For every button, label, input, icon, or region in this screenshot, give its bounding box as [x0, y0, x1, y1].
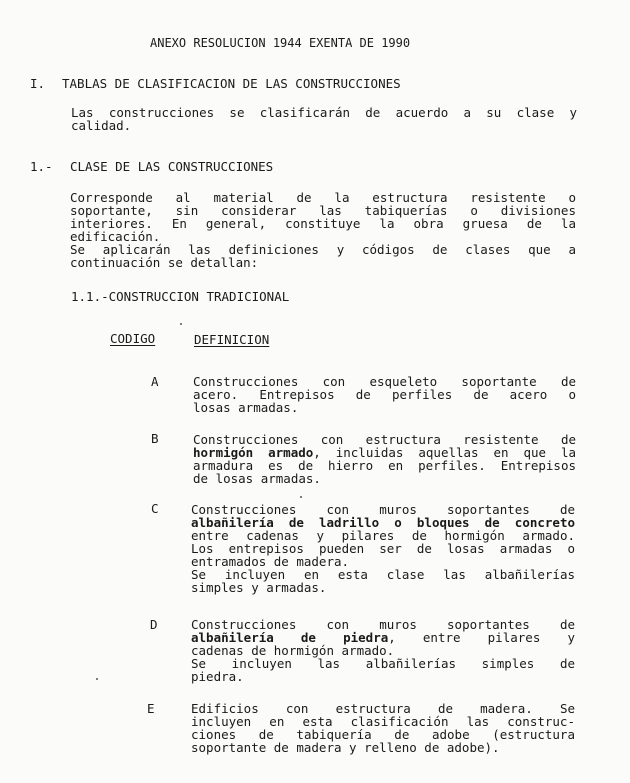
scan-speck: [300, 496, 302, 498]
bold-phrase: hormigón armado: [193, 445, 314, 460]
subsection-title: 1.1.-CONSTRUCCION TRADICIONAL: [71, 289, 290, 304]
definition-line: cadenas de hormigón armado.: [191, 643, 395, 658]
definition-line: albañilería de piedra, entre pilares y: [191, 630, 575, 645]
definition-line: hormigón armado, incluidas aquellas en que la: [193, 445, 576, 460]
definition-line: Construcciones con estructura resistente de: [193, 432, 576, 447]
paragraph-line: edificación.: [70, 229, 161, 244]
definition-b: [193, 433, 576, 485]
definition-line: losas armadas.: [193, 400, 299, 415]
definition-line: entre cadenas y pilares de hormigón armado.: [191, 528, 575, 543]
definition-line: incluyen en esta clasificación las construc-: [191, 714, 575, 729]
paragraph-line: continuación se detallan:: [70, 255, 259, 270]
code-letter-a: A: [151, 374, 159, 389]
section-1-title: CLASE DE LAS CONSTRUCCIONES: [70, 159, 274, 174]
paragraph-line: Las construcciones se clasificarán de acuerdo a su clase y: [71, 105, 577, 120]
definition-a: [193, 375, 576, 414]
document-title: ANEXO RESOLUCION 1944 EXENTA DE 1990: [150, 36, 411, 50]
definition-line: Los entrepisos pueden ser de losas armadas o: [191, 541, 575, 556]
section-i-paragraph: [71, 106, 577, 132]
code-letter-d: D: [150, 617, 158, 632]
code-letter-e: E: [147, 701, 155, 716]
definition-c: [191, 503, 575, 594]
column-header-code: CODIGO: [110, 331, 156, 346]
definition-line: Se incluyen en esta clase las albañilerías: [191, 567, 575, 582]
definition-line: armadura es de hierro en perfiles. Entrepisos: [193, 458, 576, 473]
section-i-number: I.: [30, 76, 46, 91]
definition-d: [191, 618, 575, 683]
definition-line: de losas armadas.: [193, 471, 321, 486]
definition-line: Se incluyen las albañilerías simples de: [191, 656, 575, 671]
definition-line: Construcciones con muros soportantes de: [191, 617, 575, 632]
paragraph-line: calidad.: [71, 118, 132, 133]
section-1-number: 1.-: [30, 159, 53, 174]
definition-line: ciones de tabiquería de adobe (estructura: [191, 727, 575, 742]
code-letter-c: C: [151, 501, 159, 516]
bold-phrase: albañilería de piedra: [191, 630, 389, 645]
definition-line: acero. Entrepisos de perfiles de acero o: [193, 387, 576, 402]
paragraph-line: interiores. En general, constituye la obra gruesa de la: [70, 216, 576, 231]
section-1-paragraph: [70, 191, 576, 269]
definition-line: Construcciones con muros soportantes de: [191, 502, 575, 517]
scan-speck: [180, 323, 182, 325]
paragraph-line: Corresponde al material de la estructura resistente o: [70, 190, 576, 205]
definition-line: simples y armadas.: [191, 580, 327, 595]
definition-line: entramados de madera.: [191, 554, 350, 569]
scan-speck: [96, 678, 98, 680]
paragraph-line: Se aplicarán las definiciones y códigos de clases que a: [70, 242, 576, 257]
definition-line: Construcciones con esqueleto soportante de: [193, 374, 576, 389]
code-letter-b: B: [151, 431, 159, 446]
bold-phrase: albañilería de ladrillo o bloques de concreto: [191, 515, 575, 530]
definition-line: Edificios con estructura de madera. Se: [191, 701, 575, 716]
column-header-definition: DEFINICION: [194, 332, 270, 347]
section-i-title: TABLAS DE CLASIFICACION DE LAS CONSTRUCCIONES: [62, 76, 401, 91]
definition-e: [191, 702, 575, 754]
definition-line: piedra.: [191, 669, 244, 684]
paragraph-line: soportante, sin considerar las tabiquerías o divisiones: [70, 203, 576, 218]
definition-line: soportante de madera y relleno de adobe).: [191, 740, 500, 755]
